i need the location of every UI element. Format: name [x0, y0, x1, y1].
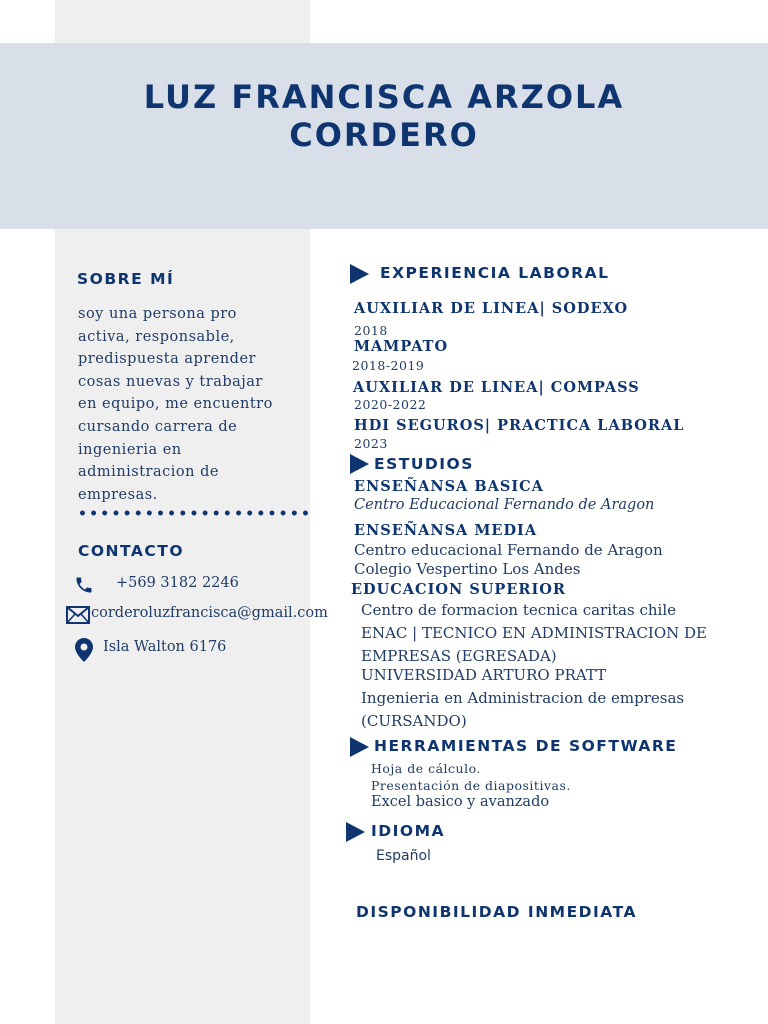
- about-line: administracion de: [78, 464, 219, 481]
- about-heading: SOBRE MÍ: [77, 270, 175, 288]
- software-item: Hoja de cálculo.: [371, 761, 481, 776]
- job-year: 2018: [354, 323, 388, 338]
- about-line: soy una persona pro: [78, 306, 237, 322]
- about-line: cursando carrera de: [78, 418, 238, 435]
- education-detail: EMPRESAS (EGRESADA): [361, 647, 557, 665]
- experience-heading: EXPERIENCIA LABORAL: [380, 264, 610, 282]
- job-title: HDI SEGUROS| PRACTICA LABORAL: [354, 417, 685, 434]
- triangle-bullet-icon: [350, 454, 369, 474]
- triangle-bullet-icon: [346, 822, 365, 842]
- education-level: EDUCACION SUPERIOR: [351, 581, 566, 598]
- education-school: Centro educacional Fernando de Aragon: [354, 541, 663, 559]
- about-line: activa, responsable,: [78, 328, 235, 345]
- education-level: ENSEÑANSA MEDIA: [354, 522, 538, 539]
- dotted-divider: •••••••••••••••••••••: [78, 506, 313, 522]
- education-detail: UNIVERSIDAD ARTURO PRATT: [361, 666, 607, 684]
- triangle-bullet-icon: [350, 737, 369, 757]
- education-detail: Ingenieria en Administracion de empresas: [361, 689, 685, 707]
- job-year: 2018-2019: [352, 358, 425, 373]
- contact-phone[interactable]: +569 3182 2246: [116, 575, 239, 591]
- triangle-bullet-icon: [350, 264, 369, 284]
- job-title: AUXILIAR DE LINEA| SODEXO: [354, 300, 629, 317]
- education-heading: ESTUDIOS: [374, 455, 474, 473]
- about-line: predispuesta aprender: [78, 351, 256, 368]
- name-line-2: CORDERO: [289, 116, 479, 154]
- software-item: Excel basico y avanzado: [371, 794, 550, 810]
- job-title: MAMPATO: [354, 338, 449, 355]
- phone-icon: [74, 575, 94, 595]
- contact-email[interactable]: corderoluzfrancisca@gmail.com: [91, 605, 328, 621]
- job-year: 2023: [354, 436, 388, 451]
- language-value: Español: [376, 848, 431, 864]
- education-school: Centro Educacional Fernando de Aragon: [354, 497, 655, 513]
- location-pin-icon: [75, 638, 93, 662]
- availability-heading: DISPONIBILIDAD INMEDIATA: [356, 903, 637, 921]
- about-line: en equipo, me encuentro: [78, 396, 273, 413]
- education-school: Colegio Vespertino Los Andes: [354, 560, 581, 578]
- name-line-1: LUZ FRANCISCA ARZOLA: [143, 78, 625, 116]
- about-line: cosas nuevas y trabajar: [78, 373, 263, 390]
- about-line: empresas.: [78, 486, 158, 503]
- contact-address: Isla Walton 6176: [103, 639, 227, 655]
- about-text: [78, 303, 308, 506]
- mail-icon: [66, 606, 90, 624]
- software-heading: HERRAMIENTAS DE SOFTWARE: [374, 737, 678, 755]
- education-detail: (CURSANDO): [361, 712, 467, 730]
- contact-heading: CONTACTO: [78, 542, 185, 560]
- job-title: AUXILIAR DE LINEA| COMPASS: [353, 379, 640, 396]
- education-detail: Centro de formacion tecnica caritas chile: [361, 601, 676, 619]
- page-title: [0, 78, 768, 154]
- education-level: ENSEÑANSA BASICA: [354, 478, 544, 495]
- education-detail: ENAC | TECNICO EN ADMINISTRACION DE: [361, 624, 708, 642]
- software-item: Presentación de diapositivas.: [371, 778, 571, 793]
- about-line: ingenieria en: [78, 441, 182, 458]
- language-heading: IDIOMA: [371, 822, 445, 840]
- job-year: 2020-2022: [354, 397, 427, 412]
